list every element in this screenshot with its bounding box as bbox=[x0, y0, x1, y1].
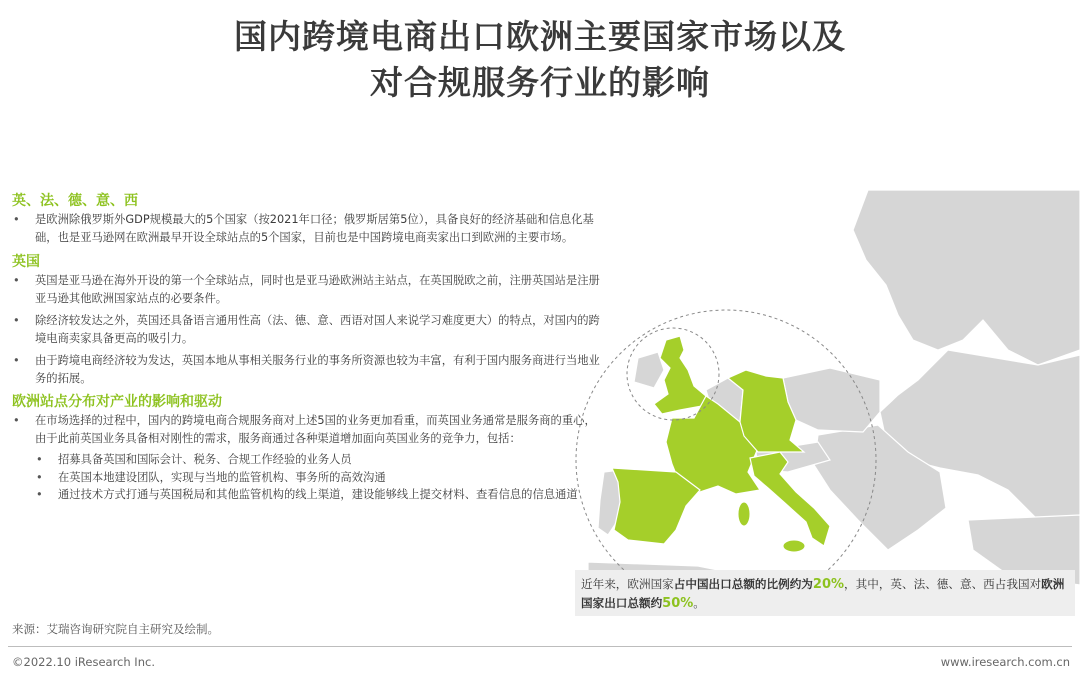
uk-list bbox=[12, 272, 607, 387]
title-line-1: 国内跨境电商出口欧洲主要国家市场以及 bbox=[234, 17, 846, 56]
list-item: • 是欧洲除俄罗斯外GDP规模最大的5个国家（按2021年口径；俄罗斯居第5位），具备良好的经济基础和信息化基础，也是亚马逊网在欧洲最早开设全球站点的5个国家，目前也是中国跨境电商卖家出口到欧洲的主要市场。 bbox=[12, 211, 607, 246]
five-countries-list bbox=[12, 211, 607, 246]
section-heading-five-countries: 英、法、德、意、西 bbox=[12, 193, 138, 209]
map-sicily bbox=[783, 540, 805, 552]
callout-bold: 占中国出口总额的比例约为 bbox=[673, 577, 813, 591]
map-ireland bbox=[634, 352, 664, 388]
list-item: • 除经济较发达之外，英国还具备语言通用性高（法、德、意、西语对国人来说学习难度更大）的特点，对国内的跨境电商卖家具备更高的吸引力。 bbox=[12, 312, 607, 347]
sub-list-item: • 在英国本地建设团队，实现与当地的监管机构、事务所的高效沟通 bbox=[34, 469, 607, 487]
list-item: • 由于跨境电商经济较为发达，英国本地从事相关服务行业的事务所资源也较为丰富，有利于国内服务商进行当地业务的拓展。 bbox=[12, 352, 607, 387]
list-item: • 英国是亚马逊在海外开设的第一个全球站点，同时也是亚马逊欧洲站主站点，在英国脱欧之前，注册英国站是注册亚马逊其他欧洲国家站点的必要条件。 bbox=[12, 272, 607, 307]
map-poland bbox=[783, 368, 880, 432]
sub-list-item: • 招募具备英国和国际会计、税务、合规工作经验的业务人员 bbox=[34, 451, 607, 469]
website-link[interactable]: www.iresearch.com.cn bbox=[940, 655, 1070, 669]
map-scandinavia bbox=[853, 190, 1080, 365]
callout-text: 。 bbox=[693, 596, 705, 610]
callout-percent: 20% bbox=[812, 577, 845, 592]
list-item: • 在市场选择的过程中，国内的跨境电商合规服务商对上述5国的业务更加看重，而英国业务通常是服务商的重心，由于此前英国业务具备相对刚性的需求，服务商通过各种渠道增加面向英国业务的竞争力，包括： bbox=[12, 412, 607, 447]
map-spain bbox=[612, 468, 700, 544]
footer-divider bbox=[8, 646, 1072, 647]
europe-map bbox=[568, 190, 1080, 590]
impact-list bbox=[12, 412, 607, 447]
sub-list-item: • 通过技术方式打通与英国税局和其他监管机构的线上渠道，建设能够线上提交材料、查看信息的信息通道 bbox=[34, 486, 607, 504]
page-title bbox=[0, 14, 1080, 106]
section-heading-impact: 欧洲站点分布对产业的影响和驱动 bbox=[12, 394, 222, 410]
section-heading-uk: 英国 bbox=[12, 254, 40, 270]
export-share-callout bbox=[575, 570, 1075, 616]
title-line-2: 对合规服务行业的影响 bbox=[370, 63, 710, 102]
impact-sub-list bbox=[34, 451, 607, 504]
source-note: 来源：艾瑞咨询研究院自主研究及绘制。 bbox=[12, 622, 219, 636]
callout-bold: 欧洲国家出口总额约 bbox=[581, 577, 1065, 610]
callout-percent: 50% bbox=[662, 596, 694, 611]
callout-text: 近年来，欧洲国家 bbox=[581, 577, 674, 591]
map-sardinia bbox=[738, 502, 750, 526]
callout-text: ，其中，英、法、德、意、西占我国对 bbox=[844, 577, 1042, 591]
main-content bbox=[12, 192, 607, 504]
copyright: ©2022.10 iResearch Inc. bbox=[12, 655, 155, 669]
